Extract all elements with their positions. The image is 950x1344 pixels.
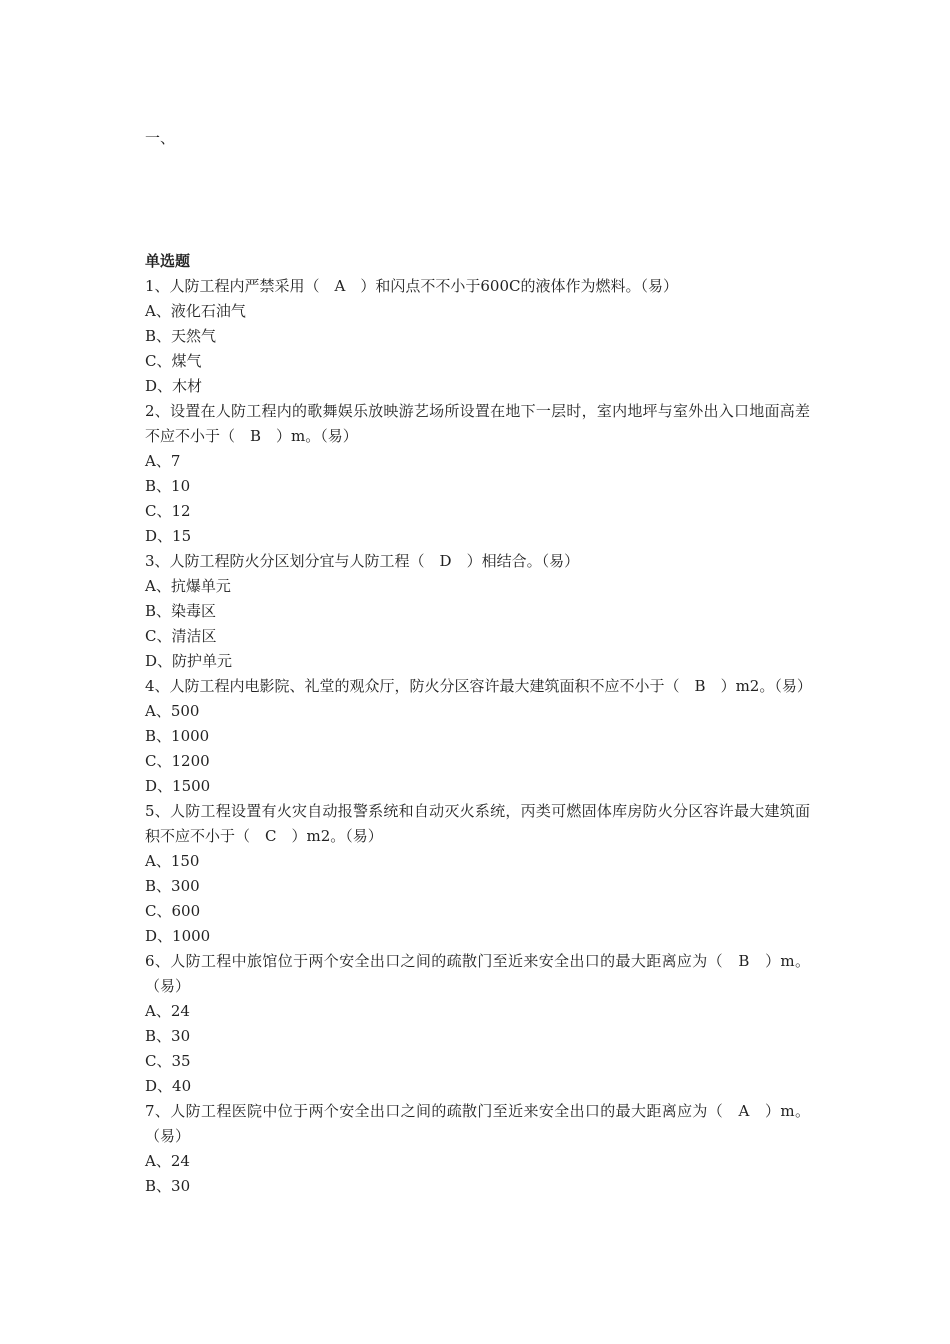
question-7	[145, 1099, 810, 1199]
option-b: B、30	[145, 1027, 191, 1045]
question-4	[145, 674, 810, 799]
option-a: A、500	[145, 702, 200, 720]
option-d: D、40	[145, 1077, 192, 1095]
option-a: A、抗爆单元	[145, 577, 231, 595]
question-3	[145, 549, 810, 674]
question-text: 1、人防工程内严禁采用（ A ）和闪点不不小于600C的液体作为燃料。（易）	[145, 277, 678, 295]
option-d: D、1000	[145, 927, 211, 945]
option-a: A、24	[145, 1152, 190, 1170]
question-1	[145, 274, 810, 399]
question-list	[145, 249, 810, 1199]
question-5	[145, 799, 810, 949]
question-2	[145, 399, 810, 549]
option-b: B、1000	[145, 727, 210, 745]
question-text: 2、设置在人防工程内的歌舞娱乐放映游艺场所设置在地下一层时，室内地坪与室外出入口地面高差不应不小于（ B ）m。（易）	[145, 402, 810, 445]
option-c: C、清洁区	[145, 627, 217, 645]
heading-number: 一、	[145, 129, 176, 147]
question-6	[145, 949, 810, 1099]
option-d: D、木材	[145, 377, 203, 395]
option-a: A、液化石油气	[145, 302, 246, 320]
option-c: C、煤气	[145, 352, 202, 370]
option-c: C、35	[145, 1052, 191, 1070]
option-d: D、防护单元	[145, 652, 233, 670]
option-b: B、300	[145, 877, 200, 895]
option-a: A、150	[145, 852, 200, 870]
option-c: C、600	[145, 902, 201, 920]
option-b: B、30	[145, 1177, 191, 1195]
option-a: A、24	[145, 1002, 190, 1020]
option-a: A、7	[145, 452, 181, 470]
option-d: D、1500	[145, 777, 211, 795]
question-text: 7、人防工程医院中位于两个安全出口之间的疏散门至近来安全出口的最大距离应为（ A ）m。（易）	[145, 1102, 810, 1145]
option-d: D、15	[145, 527, 192, 545]
section-title: 单选题	[145, 252, 191, 270]
option-b: B、天然气	[145, 327, 217, 345]
option-c: C、1200	[145, 752, 210, 770]
question-text: 5、人防工程设置有火灾自动报警系统和自动灭火系统，丙类可燃固体库房防火分区容许最大建筑面积不应不小于（ C ）m2。（易）	[145, 802, 810, 845]
option-b: B、10	[145, 477, 191, 495]
option-b: B、染毒区	[145, 602, 217, 620]
question-text: 3、人防工程防火分区划分宜与人防工程（ D ）相结合。（易）	[145, 552, 580, 570]
question-text: 6、人防工程中旅馆位于两个安全出口之间的疏散门至近来安全出口的最大距离应为（ B ）m。（易）	[145, 952, 810, 995]
question-text: 4、人防工程内电影院、礼堂的观众厅，防火分区容许最大建筑面积不应不小于（ B ）m2。（易）	[145, 677, 812, 695]
option-c: C、12	[145, 502, 191, 520]
